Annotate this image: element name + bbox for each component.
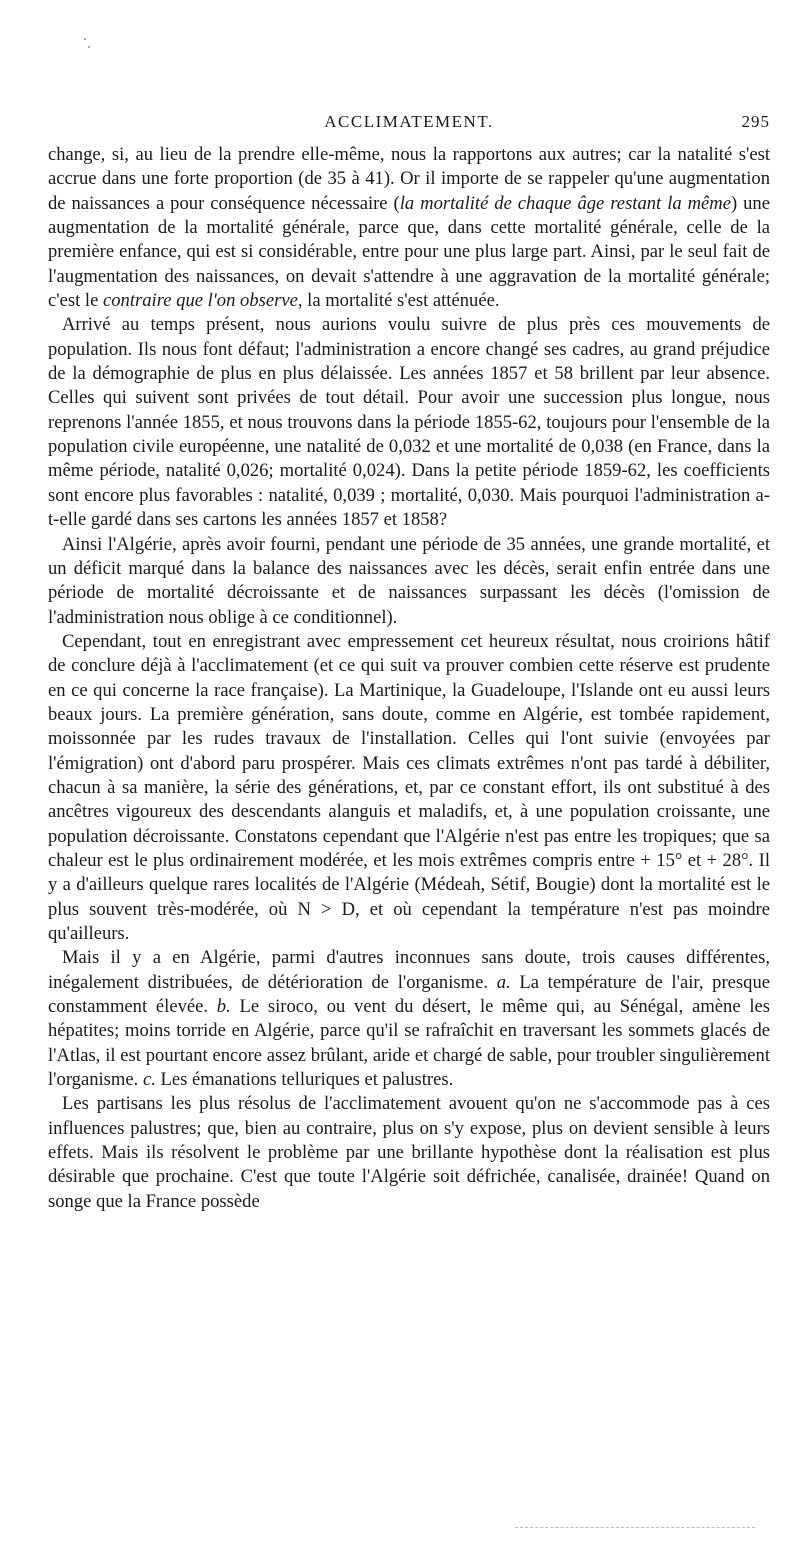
paragraph [48,630,770,946]
page-number: 295 [741,112,770,131]
bottom-rule [515,1527,755,1528]
text-run: ) une augmentation de la mortalité générale, parce que, dans cette mortalité générale, celle de la première enfance, qui est si considérable, entre pour une plus large part. Ainsi, par le seul fait de l'augmentation des naissances, on devait s'attendre à une aggravation de la mortalité générale; c'est le [48,192,770,312]
italic-run: a. [496,971,511,993]
italic-run: la mortalité de chaque âge restant la même [399,192,731,214]
body-text [48,143,770,1214]
print-speck [84,38,86,40]
paragraph [48,946,770,1092]
italic-run: contraire que l'on observe [102,290,298,312]
paragraph [48,533,770,630]
text-run: Cependant, tout en enregistrant avec empressement cet heureux résultat, nous croirions hâtif de conclure déjà à l'acclimatement (et ce qui suit va prouver combien cette réserve est prudente en ce qui concerne la race française). La Martinique, la Guadeloupe, l'Islande ont eu aussi leurs beaux jours. La première génération, sans doute, comme en Algérie, est tombée rapidement, moissonnée par les rudes travaux de l'installation. Celles qui l'ont suivie (envoyées par l'émigration) ont d'abord paru prospérer. Mais ces climats extrêmes n'ont pas tardé à débiliter, chacun à sa manière, la série des générations, et, par ce constant effort, ils ont substitué à des ancêtres vigoureux des descendants alanguis et maladifs, et, à une population croissante, une population décroissante. Constatons cependant que l'Algérie n'est pas entre les tropiques; que sa chaleur est le plus ordinairement modérée, et les mois extrêmes compris entre + 15° et + 28°. Il y a d'ailleurs quelque rares localités de l'Algérie (Médeah, Sétif, Bougie) dont la mortalité est le plus souvent très-modérée, où N > D, et où cependant la température n'est pas moindre qu'ailleurs. [48,630,770,944]
italic-run: b. [216,996,231,1018]
text-run: Ainsi l'Algérie, après avoir fourni, pendant une période de 35 années, une grande mortalité, et un déficit marqué dans la balance des naissances avec les décès, serait enfin entrée dans une période de mortalité décroissante et de naissances surpassant les décès (l'omission de l'administration nous oblige à ce conditionnel). [48,533,770,628]
paragraph [48,313,770,532]
header-title: ACCLIMATEMENT. [324,112,494,131]
text-run: change, si, au lieu de la prendre elle-même, nous la rapportons aux autres; car la natalité s'est accrue dans une forte proportion (de 35 à 41). Or il importe de se rappeler qu'une augmentation de naissances a pour conséquence nécessaire ( [48,144,770,214]
text-run: La température de l'air, presque constamment élevée. [48,971,770,1018]
text-run: Les émanations telluriques et palustres. [155,1069,454,1091]
text-run: , la mortalité s'est atténuée. [297,290,500,312]
text-run: Le siroco, ou vent du désert, le même qui, au Sénégal, amène les hépatites; moins torride en Algérie, parce qu'il se rafraîchit en traversant les sommets glacés de l'Atlas, il est pourtant encore assez brûlant, aride et chargé de sable, pour troubler singulièrement l'organisme. [48,996,770,1091]
text-run: Arrivé au temps présent, nous aurions voulu suivre de plus près ces mouvements de population. Ils nous font défaut; l'administration a encore changé ses cadres, au grand préjudice de la démographie de plus en plus délaissée. Les années 1857 et 58 brillent par leur absence. Celles qui suivent sont privées de tout détail. Pour avoir une succession plus longue, nous reprenons l'année 1855, et nous trouvons dans la période 1855-62, toujours pour l'ensemble de la population civile européenne, une natalité de 0,032 et une mortalité de 0,038 (en France, dans la même période, natalité 0,026; mortalité 0,024). Dans la petite période 1859-62, les coefficients sont encore plus favorables : natalité, 0,039 ; mortalité, 0,030. Mais pourquoi l'administration a-t-elle gardé dans ses cartons les années 1857 et 1858? [48,314,770,531]
text-run: Mais il y a en Algérie, parmi d'autres inconnues sans doute, trois causes différentes, inégalement distribuées, de détérioration de l'organisme. [48,947,770,993]
text-run: Les partisans les plus résolus de l'acclimatement avouent qu'on ne s'accommode pas à ces influences palustres; que, bien au contraire, plus on s'y expose, plus on devient sensible à leurs effets. Mais ils résolvent le problème par une brillante hypothèse dont la réalisation est plus désirable que prochaine. C'est que toute l'Algérie soit défrichée, canalisée, drainée! Quand on songe que la France possède [48,1093,770,1212]
print-speck [88,46,90,48]
paragraph [48,1092,770,1214]
running-header [48,112,770,140]
italic-run: c. [142,1069,156,1091]
paragraph [48,143,770,313]
